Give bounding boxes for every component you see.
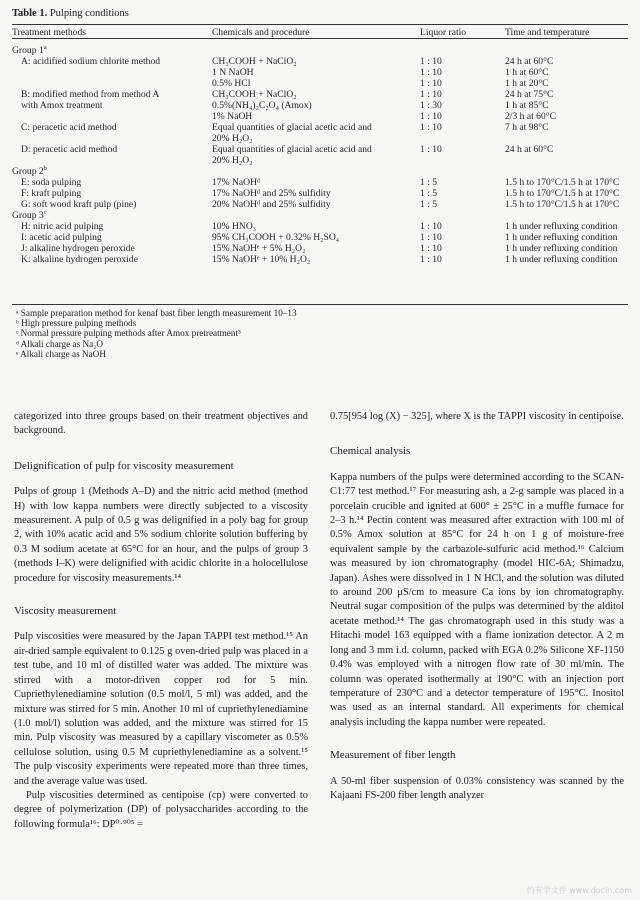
table-cell-method: K: alkaline hydrogen peroxide xyxy=(21,254,138,265)
table-row xyxy=(12,67,628,78)
table-cell-time: 1 h under refluxing condition xyxy=(505,221,618,232)
table-cell-time: 1 h at 20°C xyxy=(505,78,549,89)
table-group-row xyxy=(12,210,628,221)
table-row xyxy=(12,254,628,265)
paragraph: Pulps of group 1 (Methods A–D) and the nitric acid method (method H) with low kappa numbers were directly subjected to a viscosity measurement. A pulp of 0.5 g was delignified in a poly bag for group 2, with 10% acatic acid and 5% sodium chlorite solution buffering by 0.3 M sodium acetate at 65°C for an hour, and the pulps of group 3 (methods I–K) were delignified with acidic chlorite in a holocellulose procedure for viscosity measurements.¹⁴ xyxy=(14,486,308,584)
table-cell-chem: 1 N NaOH xyxy=(212,67,254,78)
table-cell-method xyxy=(12,133,212,144)
table-cell-chem: 0.5%(NH₄)₂C₂O₄ (Amox) xyxy=(212,100,312,111)
header-cell: Treatment methods xyxy=(12,27,86,38)
table-cell-chem: CH₃COOH + NaClO₂ xyxy=(212,56,297,67)
table-cell-method: I: acetic acid pulping xyxy=(21,232,102,243)
table-cell-time: 2/3 h at 60°C xyxy=(505,111,557,122)
paragraph: categorized into three groups based on their treatment objectives and background. xyxy=(14,411,308,437)
table-cell-method: B: modified method from method A xyxy=(21,89,160,100)
table-cell-ratio: 1 : 10 xyxy=(420,144,442,155)
table-cell-time: 7 h at 98°C xyxy=(505,122,549,133)
table-cell-method xyxy=(12,111,212,122)
pulping-conditions-table xyxy=(12,27,628,265)
table-group-row xyxy=(12,45,628,56)
footnote: ᵉ Alkali charge as NaOH xyxy=(16,348,106,359)
paragraph: Pulp viscosities determined as centipoise (cp) were converted to degree of polymerization (DP) of polysaccharides according to the following formula¹⁶: DP⁰·⁹⁰⁵ = xyxy=(14,789,308,830)
table-row xyxy=(12,188,628,199)
table-body xyxy=(12,45,628,265)
table-cell-time xyxy=(505,155,628,166)
table-cell-chem: 10% HNO₃ xyxy=(212,221,257,232)
paragraph: Pulp viscosities were measured by the Japan TAPPI test method.¹⁵ An air-dried sample equivalent to 0.125 g oven-dried pulp was placed in a test tube, and 10 ml of distilled water was added. The mixture was stirred with a motor-driven copper rod for 5 min. Cupriethylenediamine solution (0.5 mol/l, 5 ml) was added, and the mixture was stirred for 5 min. Another 10 ml of cupriethylenediamine (1.0 mol/l) solution was added, and the mixture was stirred for 15 min. Pulp viscosity was measured by a capillary viscometer as 0.5% cellulose solution, using 0.5 M cupriethylenediamine as a solvent.¹⁵ The pulp viscosity experiments were repeated more than three times, and the average value was used. xyxy=(14,631,308,787)
section-heading: Measurement of fiber length xyxy=(330,749,456,762)
table-cell-chem: CH₃COOH + NaClO₂ xyxy=(212,89,297,100)
table-cell-ratio: 1 : 5 xyxy=(420,188,438,199)
table-cell-method: with Amox treatment xyxy=(21,100,103,111)
table-bottom-rule xyxy=(12,304,628,305)
table-cell-chem: 0.5% HCl xyxy=(212,78,251,89)
watermark: 约有学文件 www.docin.com xyxy=(526,886,632,895)
table-cell-time xyxy=(505,133,628,144)
table-cell-ratio: 1 : 10 xyxy=(420,67,442,78)
table-cell-ratio: 1 : 10 xyxy=(420,243,442,254)
section-heading: Chemical analysis xyxy=(330,445,411,458)
table-top-rule xyxy=(12,24,628,25)
table-cell-time: 1.5 h to 170°C/1.5 h at 170°C xyxy=(505,177,620,188)
table-cell-method: E: soda pulping xyxy=(21,177,82,188)
table-cell-ratio: 1 : 10 xyxy=(420,56,442,67)
footnote: ᵈ Alkali charge as Na₂O xyxy=(16,338,104,349)
table-cell-ratio: 1 : 10 xyxy=(420,122,442,133)
table-cell-chem: Equal quantities of glacial acetic acid and xyxy=(212,144,372,155)
table-row xyxy=(12,122,628,133)
table-cell-ratio: 1 : 5 xyxy=(420,177,438,188)
table-row xyxy=(12,221,628,232)
table-row xyxy=(12,56,628,67)
header-cell: Chemicals and procedure xyxy=(212,27,310,38)
paragraph: A 50-ml fiber suspension of 0.03% consistency was scanned by the Kajaani FS-200 fiber length analyzer xyxy=(330,775,624,801)
section-heading: Viscosity measurement xyxy=(14,605,117,618)
table-cell-time: 1 h at 85°C xyxy=(505,100,549,111)
table-cell-method xyxy=(12,67,212,78)
table-row xyxy=(12,133,628,144)
group-footnote-mark: a xyxy=(43,43,47,51)
group-label xyxy=(12,210,628,221)
table-cell-chem: 17% NaOHᵈ and 25% sulfidity xyxy=(212,188,331,199)
table-cell-time: 1 h under refluxing condition xyxy=(505,243,618,254)
table-group-row xyxy=(12,166,628,177)
table-cell-time: 1.5 h to 170°C/1.5 h at 170°C xyxy=(505,188,620,199)
paragraph: Kappa numbers of the pulps were determined according to the SCAN-C1:77 test method.¹⁷ For measuring ash, a 2-g sample was placed in a porcelain crucible and ignited at 600° ± 25°C in a muffle furnace for 2–3 h.¹⁴ Pectin content was measured after extraction with 100 ml of 0.5% Amox solution at 85°C for 24 h on 1 g of moisture-free equivalent sample by the carbazole-sulfuric acid method.¹⁶ Calcium was measured by ion chromatography (model HIC-6A; Shimadzu, Japan). Ashes were dissolved in 1 N HCl, and the solution was diluted to around 200 μS/cm to measure Ca ions by ion chromatography. Neutral sugar composition of the pulps was determined by the alditol acetate method.¹⁴ The gas chromatograph used in this study was a Hitachi model 163 equipped with a flame ionization detector. A 2 m long and 3 mm i.d. column, packed with EGA 0.2% Silicone XF-1150 0.4% was employed with a nitrogen flow rate of 30 ml/min. The column was operated isothermally at 190°C with an injection port temperature of 230°C and a detector temperature of 195°C. Inositol was used as an internal standard. All experiments for chemical analysis including the kappa number were repeated. xyxy=(330,471,624,728)
header-cell: Liquor ratio xyxy=(420,27,467,38)
table-header-rule xyxy=(12,38,628,39)
group-name: Group 1 xyxy=(12,45,44,56)
table-cell-time: 1 h under refluxing condition xyxy=(505,232,618,243)
table-cell-time: 1 h at 60°C xyxy=(505,67,549,78)
table-cell-ratio: 1 : 10 xyxy=(420,254,442,265)
table-cell-time: 24 h at 60°C xyxy=(505,144,554,155)
table-row xyxy=(12,199,628,210)
table-cell-ratio: 1 : 10 xyxy=(420,221,442,232)
footnote: ᵇ High pressure pulping methods xyxy=(16,318,137,329)
header-cell: Time and temperature xyxy=(505,27,590,38)
group-label xyxy=(12,45,628,56)
table-cell-chem: 1% NaOH xyxy=(212,111,253,122)
table-cell-method: F: kraft pulping xyxy=(21,188,82,199)
group-name: Group 2 xyxy=(12,166,44,177)
table-row xyxy=(12,89,628,100)
table-cell-chem: 20% H₂O₂ xyxy=(212,133,253,144)
table-cell-method: G: soft wood kraft pulp (pine) xyxy=(21,199,137,210)
table-cell-method: A: acidified sodium chlorite method xyxy=(21,56,161,67)
table-cell-time: 24 h at 60°C xyxy=(505,56,554,67)
table-cell-chem: 17% NaOHᵈ xyxy=(212,177,261,188)
group-name: Group 3 xyxy=(12,210,44,221)
table-cell-time: 1.5 h to 170°C/1.5 h at 170°C xyxy=(505,199,620,210)
table-cell-ratio xyxy=(420,133,505,144)
table-row xyxy=(12,243,628,254)
table-cell-chem: 20% H₂O₂ xyxy=(212,155,253,166)
table-title xyxy=(12,8,129,19)
table-cell-chem: 15% NaOHᵉ + 5% H₂O₂ xyxy=(212,243,306,254)
table-footnotes xyxy=(16,308,297,359)
table-cell-method: D: peracetic acid method xyxy=(21,144,118,155)
table-cell-ratio: 1 : 5 xyxy=(420,199,438,210)
paragraph: 0.75[954 log (X) − 325], where X is the TAPPI viscosity in centipoise. xyxy=(330,411,624,422)
group-footnote-mark: c xyxy=(43,208,47,216)
table-row xyxy=(12,78,628,89)
section-heading: Delignification of pulp for viscosity measurement xyxy=(14,459,234,472)
table-row xyxy=(12,177,628,188)
left-text-column xyxy=(14,410,308,832)
right-text-column xyxy=(330,410,624,803)
table-cell-method: H: nitric acid pulping xyxy=(21,221,104,232)
table-label: Table 1. xyxy=(12,8,48,19)
table-cell-ratio xyxy=(420,155,505,166)
footnote: ᶜ Normal pressure pulping methods after Amox pretreatment³ xyxy=(16,328,241,339)
table-row xyxy=(12,111,628,122)
group-footnote-mark: b xyxy=(43,164,47,172)
table-cell-method: C: peracetic acid method xyxy=(21,122,117,133)
table-row xyxy=(12,232,628,243)
table-cell-chem: 15% NaOHᵉ + 10% H₂O₂ xyxy=(212,254,311,265)
table-cell-time: 24 h at 75°C xyxy=(505,89,554,100)
table-cell-method xyxy=(12,78,212,89)
table-cell-ratio: 1 : 10 xyxy=(420,89,442,100)
group-label xyxy=(12,166,628,177)
table-cell-method: J: alkaline hydrogen peroxide xyxy=(21,243,135,254)
table-cell-chem: Equal quantities of glacial acetic acid and xyxy=(212,122,372,133)
table-cell-ratio: 1 : 10 xyxy=(420,111,442,122)
table-cell-chem: 95% CH₃COOH + 0.32% H₂SO₄ xyxy=(212,232,340,243)
table-cell-ratio: 1 : 30 xyxy=(420,100,442,111)
table-row xyxy=(12,144,628,155)
table-cell-ratio: 1 : 10 xyxy=(420,232,442,243)
footnote: ᵃ Sample preparation method for kenaf bast fiber length measurement 10–13 xyxy=(16,308,297,318)
table-cell-time: 1 h under refluxing condition xyxy=(505,254,618,265)
table-cell-method xyxy=(12,155,212,166)
table-cell-chem: 20% NaOHᵈ and 25% sulfidity xyxy=(212,199,331,210)
table-header-row xyxy=(12,27,628,45)
table-cell-ratio: 1 : 10 xyxy=(420,78,442,89)
table-row xyxy=(12,100,628,111)
table-row xyxy=(12,155,628,166)
table-caption: Pulping conditions xyxy=(49,8,129,19)
